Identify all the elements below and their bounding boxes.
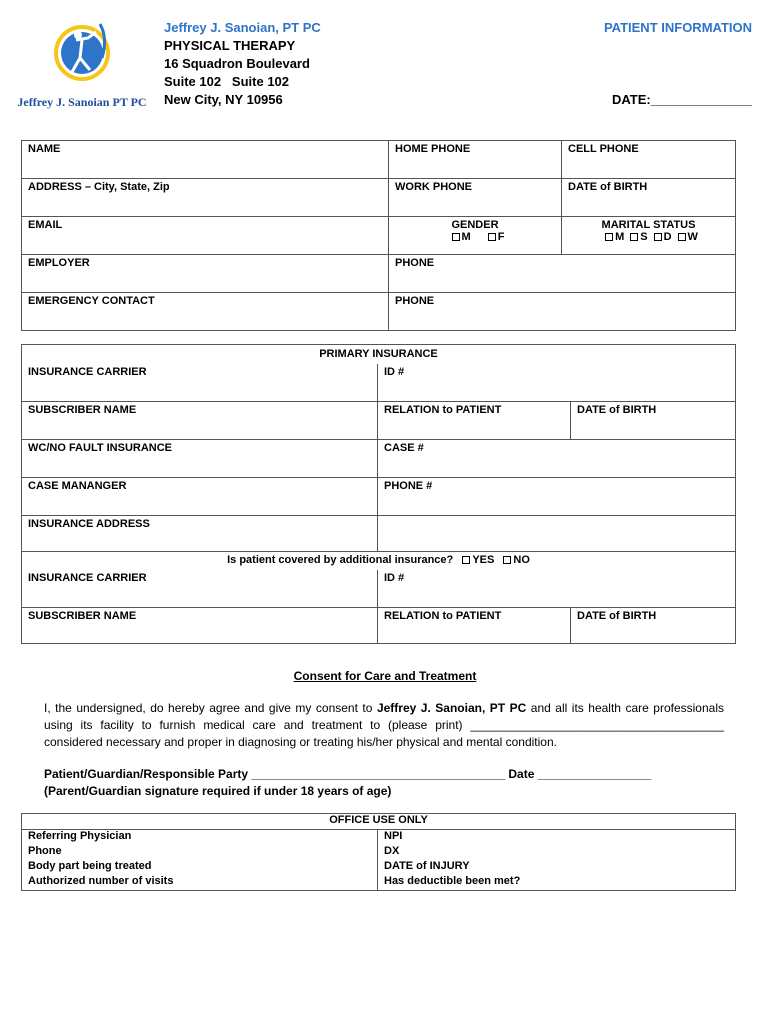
secondary-relation-field[interactable]: RELATION to PATIENT [378, 608, 571, 644]
case-manager-field[interactable]: CASE MANANGER [22, 478, 378, 516]
marital-d-label: D [663, 231, 672, 243]
logo-text: Jeffrey J. Sanoian PT PC [17, 95, 147, 109]
consent-text-end: considered necessary and proper in diagnosing or treating his/her physical and mental condition. [44, 735, 557, 749]
deductible-field[interactable]: Has deductible been met? [378, 875, 736, 891]
npi-field[interactable]: NPI [378, 830, 736, 846]
yes-label: YES [472, 554, 495, 566]
marital-s-checkbox[interactable] [630, 233, 638, 241]
emergency-phone-field[interactable]: PHONE [389, 293, 736, 331]
additional-insurance-question [22, 552, 736, 570]
document-title: PATIENT INFORMATION [603, 20, 752, 35]
insurance-carrier-field[interactable]: INSURANCE CARRIER [22, 364, 378, 402]
marital-status-field[interactable] [562, 217, 736, 255]
email-field[interactable]: EMAIL [22, 217, 389, 255]
subscriber-name-field[interactable]: SUBSCRIBER NAME [22, 402, 378, 440]
office-phone-field[interactable]: Phone [22, 845, 378, 860]
address-line-1: 16 Squadron Boulevard [164, 56, 310, 71]
name-field[interactable]: NAME [22, 141, 389, 179]
marital-m-label: M [615, 231, 625, 243]
practice-name: Jeffrey J. Sanoian, PT PC [164, 20, 321, 35]
date-field[interactable] [612, 91, 752, 109]
consent-practice-name: Jeffrey J. Sanoian, PT PC [376, 701, 527, 715]
wc-insurance-field[interactable]: WC/NO FAULT INSURANCE [22, 440, 378, 478]
marital-status-label: MARITAL STATUS [601, 219, 696, 231]
gender-label: GENDER [451, 219, 499, 231]
address-line-2: Suite 102 Suite 102 [164, 74, 290, 89]
consent-title: Consent for Care and Treatment [293, 669, 477, 683]
emergency-contact-field[interactable]: EMERGENCY CONTACT [22, 293, 389, 331]
specialty: PHYSICAL THERAPY [164, 38, 296, 53]
case-manager-phone-field[interactable]: PHONE # [378, 478, 736, 516]
dx-field[interactable]: DX [378, 845, 736, 860]
office-use-table [21, 813, 736, 891]
relation-field[interactable]: RELATION to PATIENT [378, 402, 571, 440]
marital-d-checkbox[interactable] [654, 233, 662, 241]
gender-m-label: M [461, 231, 471, 243]
work-phone-field[interactable]: WORK PHONE [389, 179, 562, 217]
signature-label: Patient/Guardian/Responsible Party [44, 767, 249, 781]
address-city: New City, NY 10956 [164, 92, 283, 107]
authorized-visits-field[interactable]: Authorized number of visits [22, 875, 378, 891]
dob-field[interactable]: DATE of BIRTH [562, 179, 736, 217]
home-phone-field[interactable]: HOME PHONE [389, 141, 562, 179]
marital-m-checkbox[interactable] [605, 233, 613, 241]
secondary-carrier-field[interactable]: INSURANCE CARRIER [22, 570, 378, 608]
office-use-title: OFFICE USE ONLY [22, 814, 736, 830]
insurance-table [21, 344, 736, 644]
marital-w-label: W [687, 231, 698, 243]
address-field[interactable]: ADDRESS – City, State, Zip [22, 179, 389, 217]
patient-name-blank[interactable]: ______________________________________ [470, 718, 724, 732]
gender-field[interactable] [389, 217, 562, 255]
insurance-id-field[interactable]: ID # [378, 364, 736, 402]
subscriber-dob-field[interactable]: DATE of BIRTH [571, 402, 736, 440]
logo [16, 18, 148, 108]
date-blank: ______________ [650, 92, 752, 107]
signature-blank[interactable]: ______________________________________ [251, 767, 506, 781]
date-of-injury-field[interactable]: DATE of INJURY [378, 860, 736, 875]
signature-line[interactable] [44, 766, 651, 783]
consent-text-start: I, the undersigned, do hereby agree and give my consent to [44, 701, 377, 715]
gender-f-label: F [497, 231, 505, 243]
gender-f-checkbox[interactable] [488, 233, 496, 241]
employer-phone-field[interactable]: PHONE [389, 255, 736, 293]
employer-field[interactable]: EMPLOYER [22, 255, 389, 293]
referring-physician-field[interactable]: Referring Physician [22, 830, 378, 846]
signature-date-blank[interactable]: _________________ [537, 767, 652, 781]
marital-w-checkbox[interactable] [678, 233, 686, 241]
body-part-field[interactable]: Body part being treated [22, 860, 378, 875]
additional-insurance-label: Is patient covered by additional insurance? [227, 554, 454, 566]
secondary-id-field[interactable]: ID # [378, 570, 736, 608]
no-checkbox[interactable] [503, 556, 511, 564]
guardian-note: (Parent/Guardian signature required if under 18 years of age) [44, 784, 392, 798]
cell-phone-field[interactable]: CELL PHONE [562, 141, 736, 179]
date-label: DATE: [612, 92, 651, 107]
yes-checkbox[interactable] [462, 556, 470, 564]
case-number-field[interactable]: CASE # [378, 440, 736, 478]
consent-paragraph [44, 700, 724, 751]
patient-info-table [21, 140, 736, 331]
consent-text-mid: and all its health care professionals using its facility to furnish medical care and treatment to (please print) [44, 701, 724, 732]
primary-insurance-title: PRIMARY INSURANCE [22, 345, 736, 364]
marital-s-label: S [640, 231, 648, 243]
signature-date-label: Date [508, 767, 535, 781]
secondary-dob-field[interactable]: DATE of BIRTH [571, 608, 736, 644]
insurance-address-field[interactable]: INSURANCE ADDRESS [22, 516, 378, 552]
logo-figure-icon [16, 18, 148, 88]
secondary-subscriber-field[interactable]: SUBSCRIBER NAME [22, 608, 378, 644]
no-label: NO [513, 554, 530, 566]
gender-m-checkbox[interactable] [452, 233, 460, 241]
